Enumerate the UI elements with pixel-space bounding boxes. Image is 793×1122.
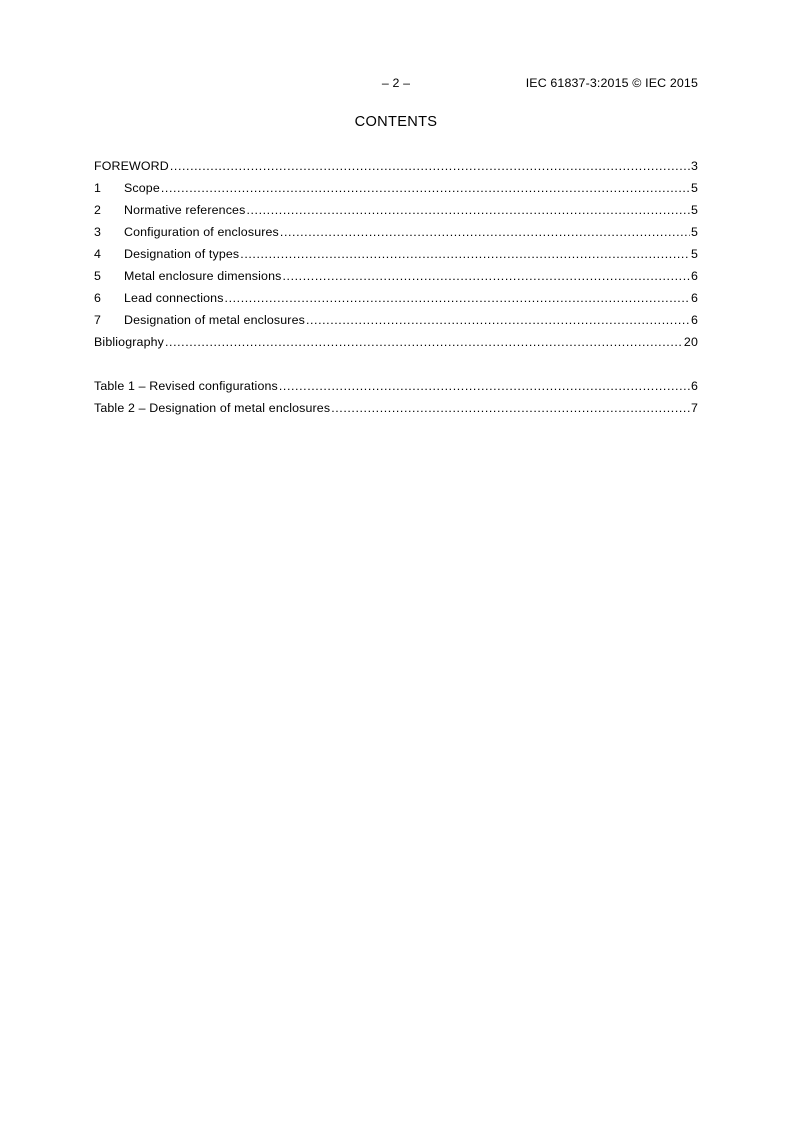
toc-entry-designation-of-types[interactable] (94, 245, 698, 267)
toc-entry-bibliography[interactable] (94, 333, 698, 355)
toc-entry-page: 6 (690, 313, 698, 327)
toc-entry-number: 3 (94, 225, 102, 239)
toc-entry-title: Configuration of enclosures (124, 225, 279, 239)
toc-entry-scope[interactable] (94, 179, 698, 201)
toc-leader-dots (280, 223, 690, 241)
toc-table-page: 6 (690, 379, 698, 393)
page-header (94, 76, 698, 94)
toc-entry-lead-connections[interactable] (94, 289, 698, 311)
toc-entry-configuration-of-enclosures[interactable] (94, 223, 698, 245)
toc-entry-title: Designation of types (124, 247, 240, 261)
toc-leader-dots (246, 201, 690, 219)
toc-table-page: 7 (690, 401, 698, 415)
toc-leader-dots (279, 377, 690, 395)
toc-leader-dots (170, 157, 690, 175)
toc-table-entry-2[interactable] (94, 399, 698, 421)
toc-table-entry-1[interactable] (94, 377, 698, 399)
toc-leader-dots (282, 267, 689, 285)
toc-entry-number: 6 (94, 291, 102, 305)
document-id: IEC 61837-3:2015 © IEC 2015 (525, 76, 698, 90)
toc-entry-metal-enclosure-dimensions[interactable] (94, 267, 698, 289)
toc-entry-number: 7 (94, 313, 102, 327)
toc-entry-number: 4 (94, 247, 102, 261)
toc-entry-title: Lead connections (124, 291, 224, 305)
toc-leader-dots (161, 179, 690, 197)
toc-entry-title: Normative references (124, 203, 246, 217)
toc-entry-title: Scope (124, 181, 160, 195)
toc-entry-designation-of-metal-enclosures[interactable] (94, 311, 698, 333)
toc-section-gap (94, 355, 698, 377)
toc-entry-number: 2 (94, 203, 102, 217)
toc-leader-dots (306, 311, 690, 329)
toc-entry-number: 1 (94, 181, 102, 195)
toc-entry-page: 5 (690, 247, 698, 261)
toc-entry-number: 5 (94, 269, 102, 283)
toc-leader-dots (165, 333, 683, 351)
toc-entry-foreword[interactable] (94, 157, 698, 179)
toc-entry-title: Designation of metal enclosures (124, 313, 305, 327)
toc-entry-page: 5 (690, 181, 698, 195)
toc-entry-title: Metal enclosure dimensions (124, 269, 282, 283)
toc-entry-normative-references[interactable] (94, 201, 698, 223)
toc-table-title: Table 2 – Designation of metal enclosures (94, 401, 331, 415)
toc-leader-dots (240, 245, 690, 263)
toc-entry-page: 5 (690, 225, 698, 239)
toc-table-title: Table 1 – Revised configurations (94, 379, 278, 393)
page-number: – 2 – (381, 76, 411, 90)
contents-title: CONTENTS (354, 114, 438, 130)
table-of-contents (94, 157, 698, 421)
toc-entry-page: 3 (690, 159, 698, 173)
toc-leader-dots (331, 399, 690, 417)
toc-entry-page: 6 (690, 269, 698, 283)
toc-leader-dots (225, 289, 690, 307)
toc-entry-title: Bibliography (94, 335, 164, 349)
toc-entry-page: 5 (690, 203, 698, 217)
toc-entry-page: 6 (690, 291, 698, 305)
toc-entry-title: FOREWORD (94, 159, 169, 173)
toc-entry-page: 20 (683, 335, 698, 349)
